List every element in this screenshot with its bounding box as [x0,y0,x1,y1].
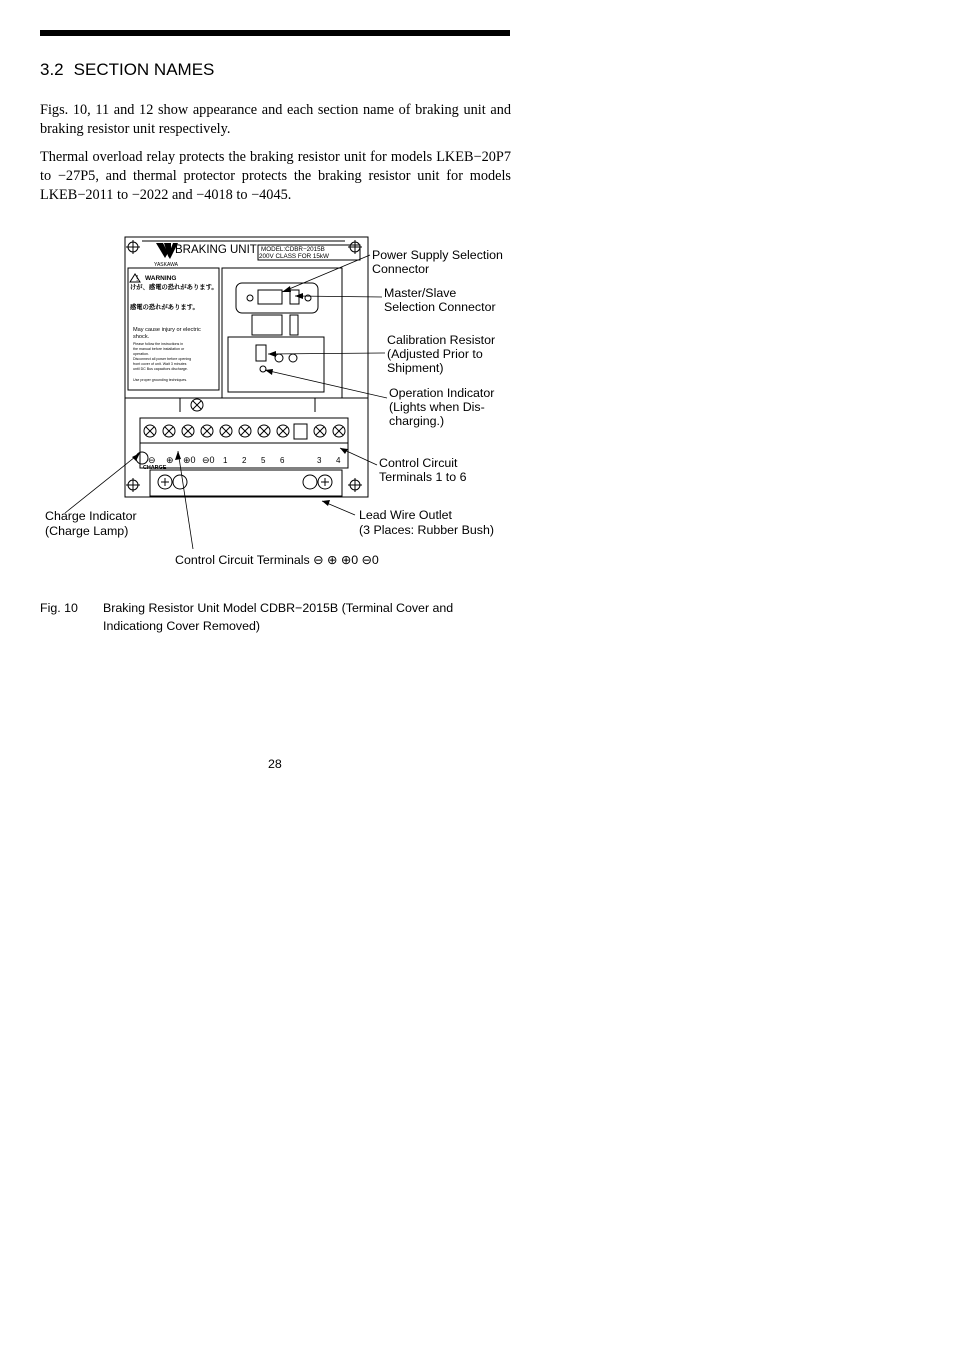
callout-master-slave-1: Master/Slave [384,286,457,300]
callout-power-supply-1: Power Supply Selection [372,248,503,262]
warning-en-2: shock. [133,334,150,340]
terminal-screws [144,424,345,439]
paragraph-1: Figs. 10, 11 and 12 show appearance and each section name of braking unit and braking resistor unit respectively. [40,102,511,137]
callout-charge-indicator-1: Charge Indicator [45,509,137,523]
page-number: 28 [268,757,282,771]
callout-charge-indicator-2: (Charge Lamp) [45,524,129,538]
terminal-label: ⊕0 [183,455,196,465]
device-brand: YASKAWA [154,262,178,268]
section-title: SECTION NAMES [73,60,215,79]
callout-operation-1: Operation Indicator [389,386,495,400]
warning-small-5: front cover of unit. Wait 3 minutes [133,362,187,366]
terminal-label: 3 [317,456,322,465]
charge-label: CHARGE [143,465,167,471]
terminal-label: ⊖0 [202,455,215,465]
svg-text:!: ! [136,274,139,283]
terminal-label: ⊕ [166,455,174,465]
callout-control-circuit-2: Terminals 1 to 6 [379,470,467,484]
warning-small-7: Use proper grounding techniques. [133,378,188,382]
warning-en-1: May cause injury or electric [133,327,201,333]
callout-operation-3: charging.) [389,414,445,428]
terminal-label: ⊖ [148,455,156,465]
terminal-label: 1 [223,456,228,465]
terminal-label: 6 [280,456,285,465]
callout-calibration-2: (Adjusted Prior to [387,347,483,361]
callout-calibration-1: Calibration Resistor [387,333,496,347]
model-line-1: MODEL:CDBR−2015B [261,246,325,253]
callout-operation-2: (Lights when Dis- [389,400,485,414]
callout-control-terminals: Control Circuit Terminals ⊖ ⊕ ⊕0 ⊖0 [175,553,379,567]
device-title: BRAKING UNIT [175,244,257,256]
terminal-label: 2 [242,456,247,465]
section-number: 3.2 [40,60,64,79]
warning-title: WARNING [145,275,177,282]
warning-jp-2: 感電の恐れがあります。 [130,304,199,311]
terminal-label: 5 [261,456,266,465]
figure-caption-text: Braking Resistor Unit Model CDBR−2015B (Terminal Cover and Indicationg Cover Removed) [103,601,454,633]
warning-small-1: Please follow the instructions in [133,342,184,346]
warning-small-4: Disconnect all power before opening [133,357,192,361]
paragraph-2: Thermal overload relay protects the braking resistor unit for models LKEB−20P7 to −27P5, and thermal protector protects the braking resistor unit for models LKEB−2011 to −2022 and −4018 to −4045. [40,149,511,203]
terminal-label: 4 [336,456,341,465]
callout-master-slave-2: Selection Connector [384,300,496,314]
warning-small-6: until DC Bus capacitors discharge. [133,367,188,371]
callout-calibration-3: Shipment) [387,361,444,375]
warning-small-2: the manual before installation or [133,347,185,351]
model-line-2: 200V CLASS FOR 15kW [259,253,329,260]
figure-number: Fig. 10 [40,601,78,615]
warning-jp-1: けが、感電の恐れがあります。 [130,284,218,291]
callout-power-supply-2: Connector [372,262,430,276]
warning-small-3: operation. [133,352,149,356]
callout-lead-wire-2: (3 Places: Rubber Bush) [359,523,494,537]
callout-control-circuit-1: Control Circuit [379,456,458,470]
callout-lead-wire-1: Lead Wire Outlet [359,508,452,522]
